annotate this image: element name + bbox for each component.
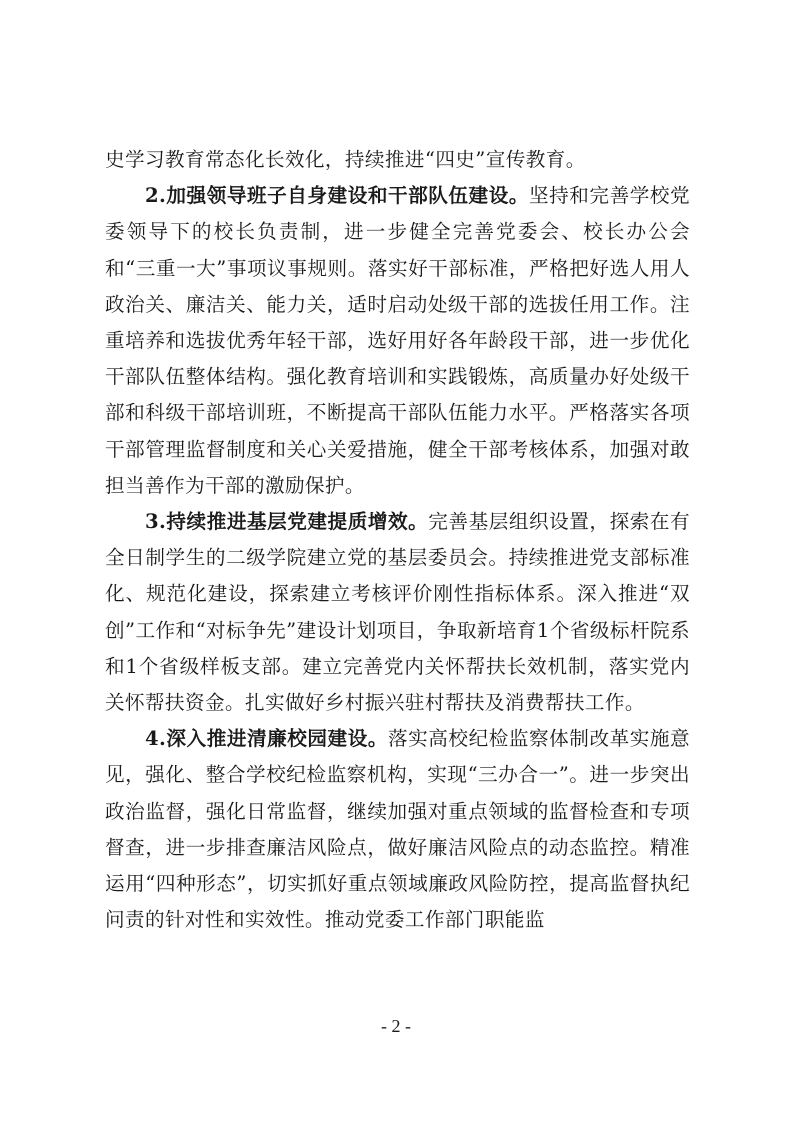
paragraph-leadership [105, 178, 690, 504]
paragraph-clean-campus [105, 721, 690, 938]
page-number: - 2 - [381, 1016, 411, 1036]
paragraph-text: 完善基层组织设置，探索在有全日制学生的二级学院建立党的基层委员会。持续推进党支部标准化、规范化建设，探索建立考核评价刚性指标体系。深入推进“双创”工作和“对标争先”建设计划项目，争取新培育1个省级标杆院系和1个省级样板支部。建立完善党内关怀帮扶长效机制，落实党内关怀帮扶资金。扎实做好乡村振兴驻村帮扶及消费帮扶工作。 [105, 510, 690, 715]
paragraph-heading: 4.深入推进清廉校园建设。 [145, 727, 388, 751]
paragraph-text: 落实高校纪检监察体制改革实施意见，强化、整合学校纪检监察机构，实现“三办合一”。进一步突出政治监督，强化日常监督，继续加强对重点领域的监督检查和专项督查，进一步排查廉洁风险点，做好廉洁风险点的动态监控。精准运用“四种形态”，切实抓好重点领域廉政风险防控，提高监督执纪问责的针对性和实效性。推动党委工作部门职能监 [105, 727, 691, 932]
paragraph-heading: 3.持续推进基层党建提质增效。 [145, 510, 429, 534]
paragraph-continuation [105, 142, 690, 178]
paragraph-heading: 2.加强领导班子自身建设和干部队伍建设。 [145, 184, 529, 208]
paragraph-text: 史学习教育常态化长效化，持续推进“四史”宣传教育。 [105, 148, 586, 171]
document-body [105, 142, 690, 938]
paragraph-grassroots [105, 504, 690, 721]
paragraph-text: 坚持和完善学校党委领导下的校长负责制，进一步健全完善党委会、校长办公会和“三重一大”事项议事规则。落实好干部标准，严格把好选人用人政治关、廉洁关、能力关，适时启动处级干部的选拔任用工作。注重培养和选拔优秀年轻干部，选好用好各年龄段干部，进一步优化干部队伍整体结构。强化教育培训和实践锻炼，高质量办好处级干部和科级干部培训班，不断提高干部队伍能力水平。严格落实各项干部管理监督制度和关心关爱措施，健全干部考核体系，加强对敢担当善作为干部的激励保护。 [105, 184, 690, 497]
